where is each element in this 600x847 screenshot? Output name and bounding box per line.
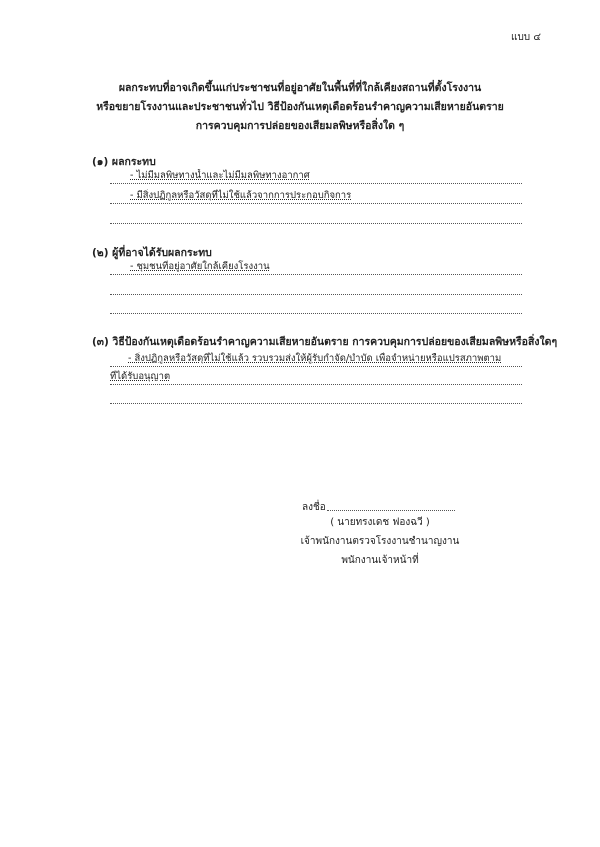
title-line-2: หรือขยายโรงงานและประชาชนทั่วไป วิธีป้องกันเหตุเดือดร้อนรำคาญความเสียหายอันตราย bbox=[96, 101, 504, 113]
section-1-line-1-text: - ไม่มีมลพิษทางน้ำและไม่มีมลพิษทางอากาศ bbox=[130, 170, 310, 181]
section-2-line-3 bbox=[110, 299, 522, 314]
signature-label: ลงชื่อ bbox=[302, 502, 326, 513]
section-2-line-1 bbox=[110, 260, 522, 275]
section-3-line-1 bbox=[110, 352, 522, 367]
section-3-line-1-text: - สิ่งปฏิกูลหรือวัสดุที่ไม่ใช้แล้ว รวบรวมส่งให้ผู้รับกำจัด/บำบัด เพื่อจำหน่ายหรือแปรสภาพตาม bbox=[128, 353, 502, 364]
section-2-heading: (๒) ผู้ที่อาจได้รับผลกระทบ bbox=[92, 247, 212, 259]
signer-name: ( นายทรงเดช ฟองฉวี ) bbox=[330, 517, 430, 528]
section-1-line-2-text: - มีสิ่งปฏิกูลหรือวัสดุที่ไม่ใช้แล้วจากการประกอบกิจการ bbox=[130, 190, 352, 201]
section-1-heading: (๑) ผลกระทบ bbox=[92, 156, 156, 168]
section-3-heading: (๓) วิธีป้องกันเหตุเดือดร้อนรำคาญความเสียหายอันตราย การควบคุมการปล่อยของเสียมลพิษหรือสิ่งใดๆ bbox=[92, 336, 558, 348]
section-3-line-2-text: ที่ได้รับอนุญาต bbox=[110, 371, 171, 382]
section-3-line-2 bbox=[110, 370, 522, 385]
form-number: แบบ ๔ bbox=[511, 32, 541, 43]
section-2-line-1-text: - ชุมชนที่อยู่อาศัยใกล้เคียงโรงงาน bbox=[130, 261, 270, 272]
section-2-line-2 bbox=[110, 280, 522, 295]
title-line-1: ผลกระทบที่อาจเกิดขึ้นแก่ประชาชนที่อยู่อาศัยในพื้นที่ที่ใกล้เคียงสถานที่ตั้งโรงงาน bbox=[118, 82, 482, 94]
signature-line bbox=[327, 510, 455, 511]
title-line-3: การควบคุมการปล่อยของเสียมลพิษหรือสิ่งใด ๆ bbox=[195, 120, 405, 132]
signer-position: เจ้าพนักงานตรวจโรงงานชำนาญงาน bbox=[300, 536, 460, 547]
section-1-line-3 bbox=[110, 209, 522, 224]
section-3-line-3 bbox=[110, 389, 522, 404]
section-1-line-1 bbox=[110, 169, 522, 184]
section-1-line-2 bbox=[110, 189, 522, 204]
signer-role: พนักงานเจ้าหน้าที่ bbox=[341, 555, 419, 566]
